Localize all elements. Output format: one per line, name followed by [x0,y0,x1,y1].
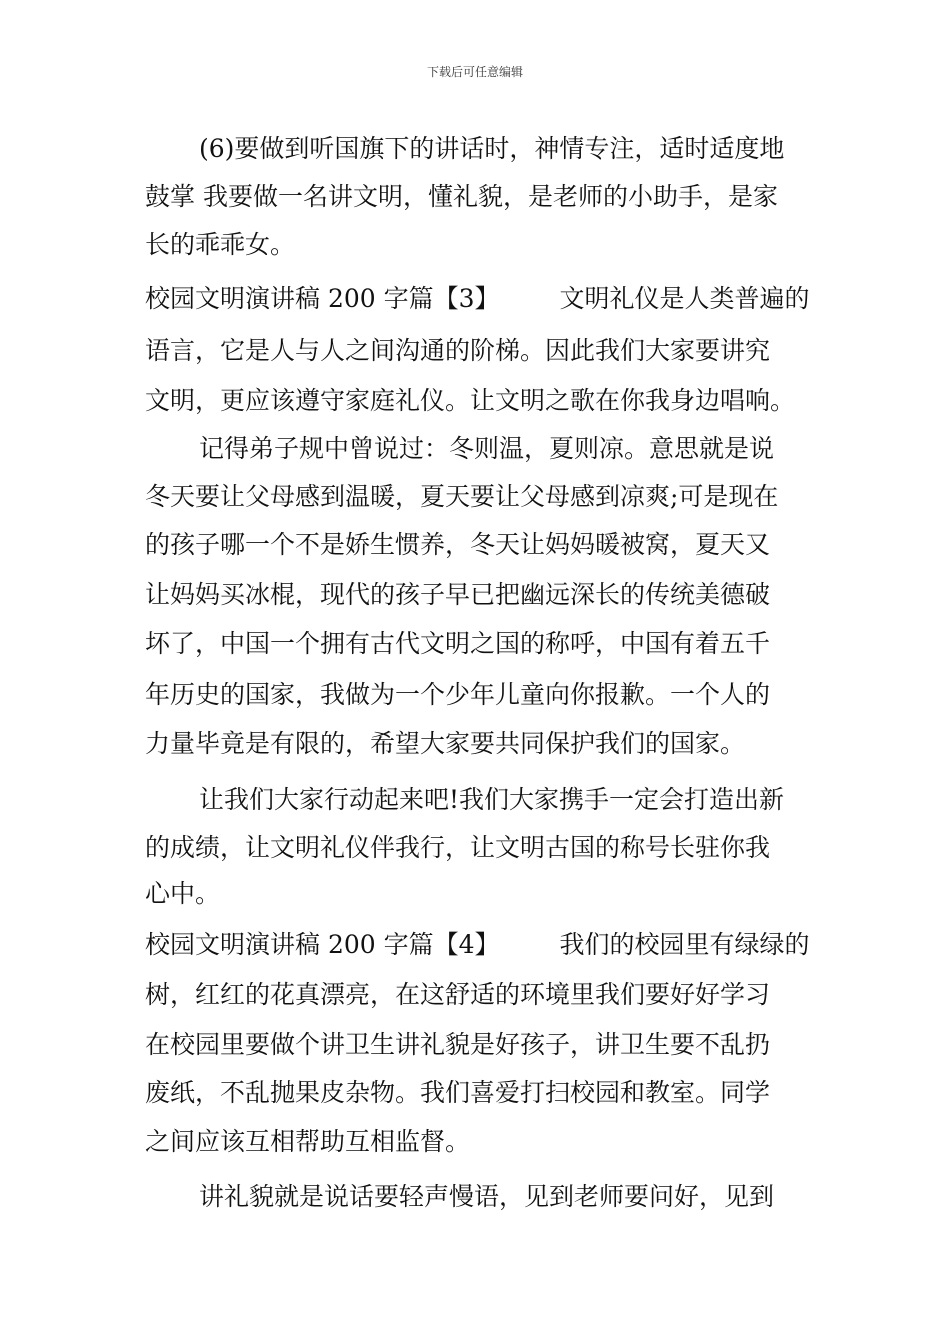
paragraph-line: 心中。 [145,879,221,908]
paragraph-line: (6)要做到听国旗下的讲话时，神情专注，适时适度地 [199,134,785,163]
paragraph-line: 坏了，中国一个拥有古代文明之国的称呼，中国有着五千 [145,629,771,658]
section-text: 文明礼仪是人类普遍的 [559,284,810,313]
paragraph-line: 的孩子哪一个不是娇生惯养，冬天让妈妈暖被窝，夏天又 [145,530,771,559]
paragraph-line: 讲礼貌就是说话要轻声慢语，见到老师要问好，见到 [199,1182,775,1211]
paragraph-line: 树，红红的花真漂亮，在这舒适的环境里我们要好好学习 [145,980,771,1009]
paragraph-line: 记得弟子规中曾说过：冬则温，夏则凉。意思就是说 [199,434,775,463]
paragraph-line: 鼓掌 我要做一名讲文明，懂礼貌，是老师的小助手，是家 [145,182,778,211]
paragraph-line: 年历史的国家，我做为一个少年儿童向你报歉。一个人的 [145,680,771,709]
paragraph-line: 在校园里要做个讲卫生讲礼貌是好孩子，讲卫生要不乱扔 [145,1030,771,1059]
paragraph-line: 冬天要让父母感到温暖，夏天要让父母感到凉爽;可是现在 [145,482,779,511]
paragraph-line: 力量毕竟是有限的，希望大家要共同保护我们的国家。 [145,729,746,758]
paragraph-line: 让妈妈买冰棍，现代的孩子早已把幽远深长的传统美德破 [145,580,771,609]
paragraph-line: 的成绩，让文明礼仪伴我行，让文明古国的称号长驻你我 [145,833,771,862]
paragraph-line: 文明，更应该遵守家庭礼仪。让文明之歌在你我身边唱响。 [145,386,796,415]
section-heading-line [145,929,825,961]
paragraph-line: 语言，它是人与人之间沟通的阶梯。因此我们大家要讲究 [145,336,771,365]
section-heading: 校园文明演讲稿 200 字篇【3】 [145,284,500,313]
paragraph-line: 之间应该互相帮助互相监督。 [145,1127,471,1156]
paragraph-line: 废纸，不乱抛果皮杂物。我们喜爱打扫校园和教室。同学 [145,1078,771,1107]
paragraph-line: 让我们大家行动起来吧!我们大家携手一定会打造出新 [199,785,785,814]
section-heading-line [145,283,825,315]
page-header: 下载后可任意编辑 [426,65,523,79]
paragraph-line: 长的乖乖女。 [145,230,296,259]
section-text: 我们的校园里有绿绿的 [559,930,810,959]
section-heading: 校园文明演讲稿 200 字篇【4】 [145,930,500,959]
